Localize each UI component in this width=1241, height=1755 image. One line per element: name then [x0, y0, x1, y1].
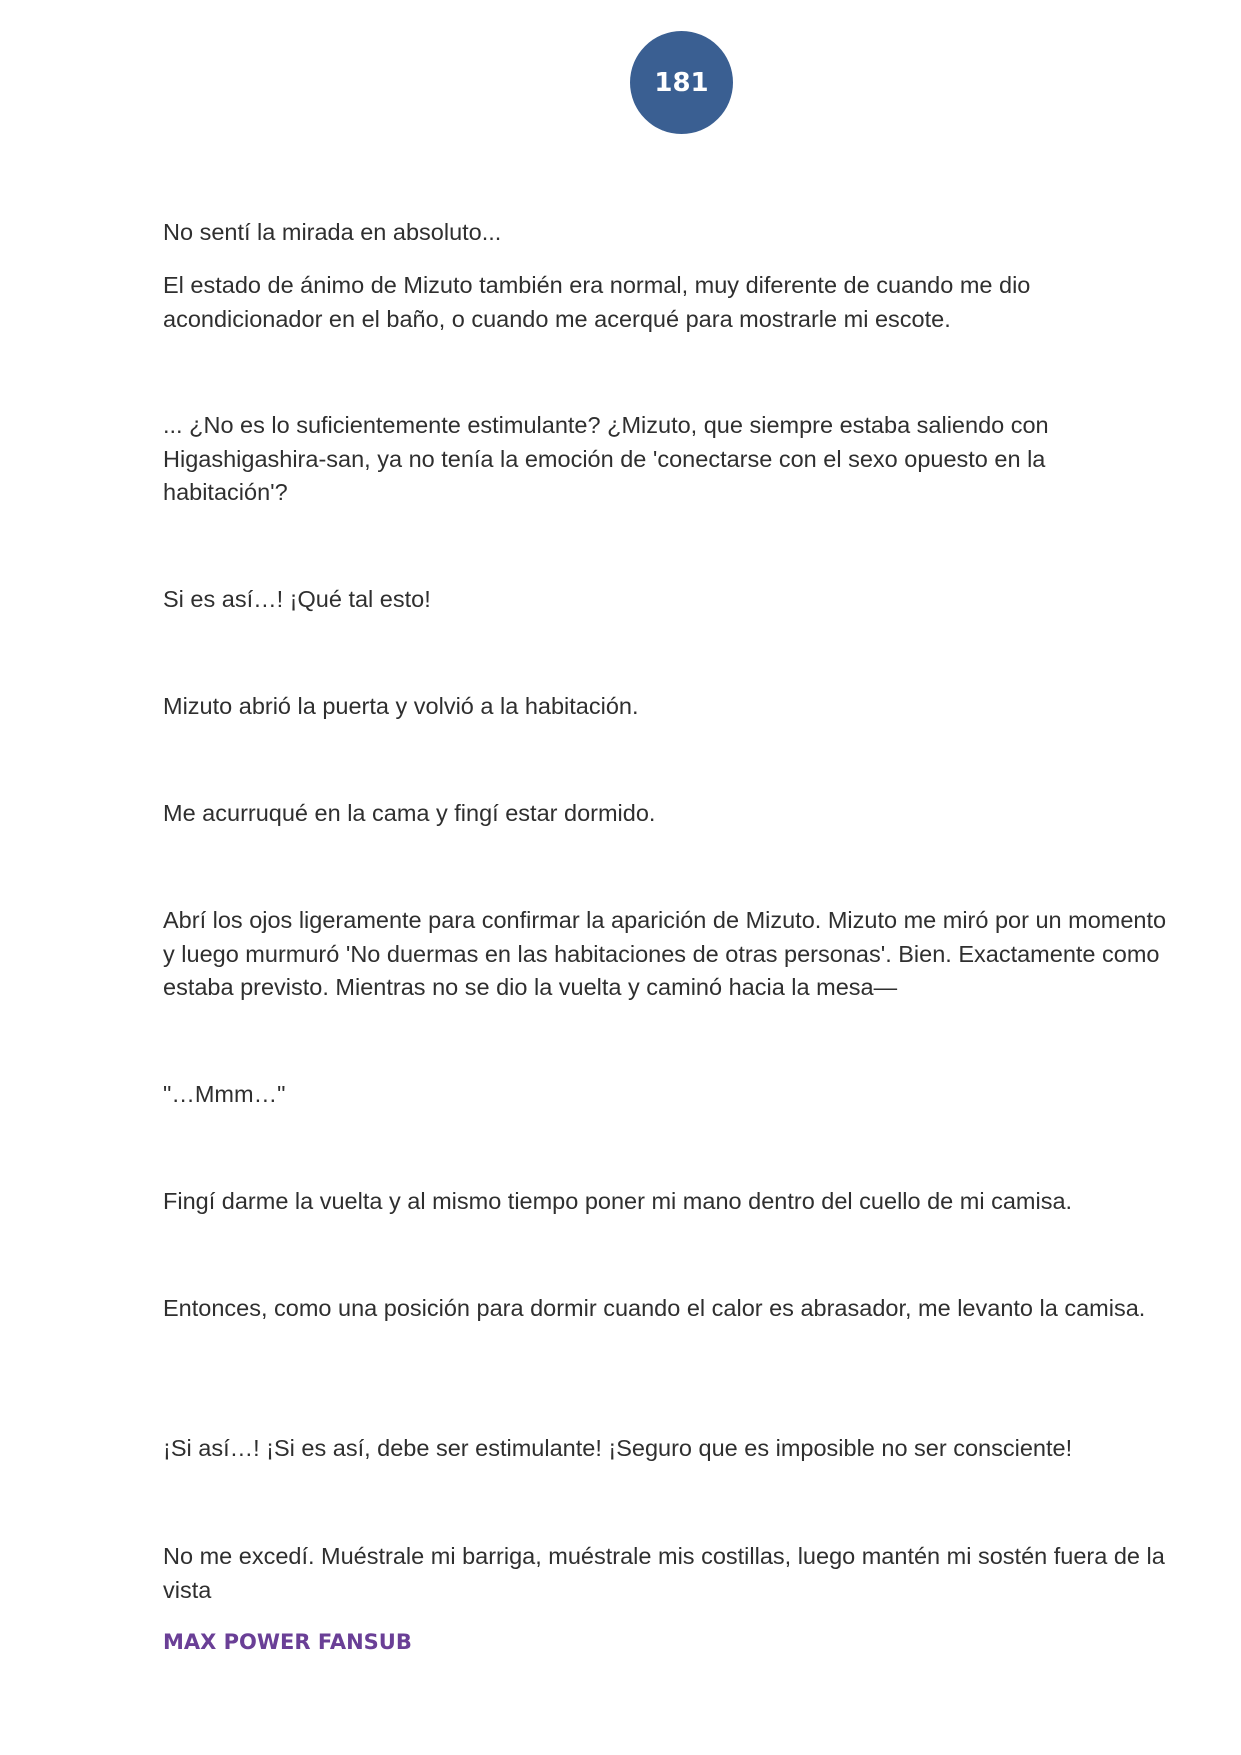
paragraph-5: Mizuto abrió la puerta y volvió a la habitación.: [163, 693, 639, 719]
paragraph-2: El estado de ánimo de Mizuto también era normal, muy diferente de cuando me dio acondicionador en el baño, o cuando me acerqué para mostrarle mi escote.: [163, 272, 1031, 332]
paragraph-11: ¡Si así…! ¡Si es así, debe ser estimulante! ¡Seguro que es imposible no ser consciente!: [163, 1435, 1073, 1461]
paragraph-9: Fingí darme la vuelta y al mismo tiempo poner mi mano dentro del cuello de mi camisa.: [163, 1188, 1073, 1214]
paragraph-7: Abrí los ojos ligeramente para confirmar la aparición de Mizuto. Mizuto me miró por un momento y luego murmuró 'No duermas en las habitaciones de otras personas'. Bien. Exactamente como estaba previsto. Mientras no se dio la vuelta y caminó hacia la mesa—: [163, 907, 1167, 1000]
paragraph-8: "…Mmm…": [163, 1081, 286, 1107]
paragraph-6: Me acurruqué en la cama y fingí estar dormido.: [163, 800, 656, 826]
paragraph-1: No sentí la mirada en absoluto...: [163, 219, 502, 245]
paragraph-4: Si es así…! ¡Qué tal esto!: [163, 586, 431, 612]
page-number-badge: 181: [630, 31, 733, 134]
paragraph-12: No me excedí. Muéstrale mi barriga, muéstrale mis costillas, luego mantén mi sostén fuera de la vista: [163, 1543, 1165, 1603]
fansub-credit: MAX POWER FANSUB: [163, 1630, 412, 1654]
paragraph-3: ... ¿No es lo suficientemente estimulante? ¿Mizuto, que siempre estaba saliendo con Higashigashira-san, ya no tenía la emoción de 'conectarse con el sexo opuesto en la habitación'?: [163, 412, 1049, 505]
paragraph-10: Entonces, como una posición para dormir cuando el calor es abrasador, me levanto la camisa.: [163, 1295, 1146, 1321]
